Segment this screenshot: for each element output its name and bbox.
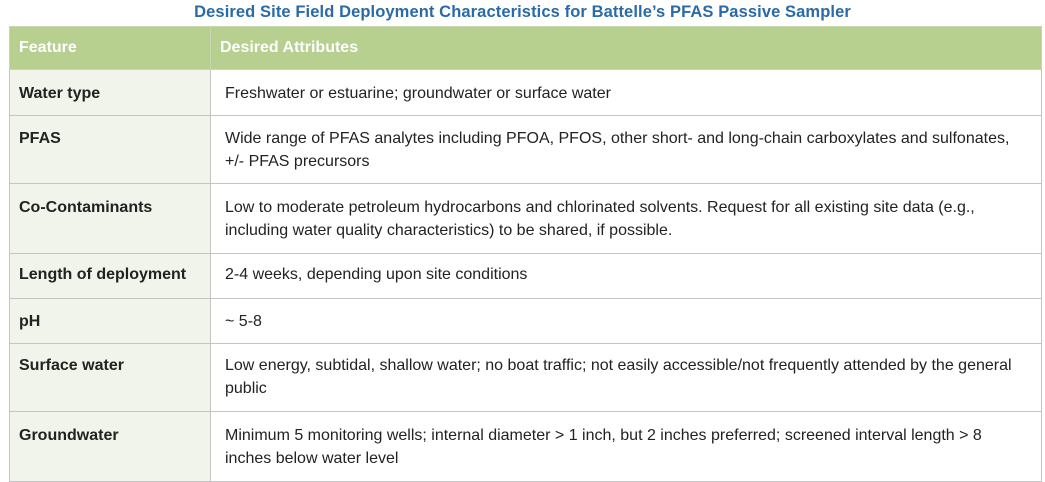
table-row: [10, 412, 1042, 482]
feature-cell: Length of deployment: [10, 254, 211, 299]
table-row: [10, 184, 1042, 254]
attributes-cell: Low energy, subtidal, shallow water; no boat traffic; not easily accessible/not frequently attended by the general public: [211, 344, 1042, 412]
attributes-cell: Wide range of PFAS analytes including PFOA, PFOS, other short- and long-chain carboxylates and sulfonates, +/- PFAS precursors: [211, 116, 1042, 184]
table-header-row: [10, 27, 1042, 70]
table-row: [10, 344, 1042, 412]
deployment-characteristics-table: [9, 26, 1042, 482]
feature-cell: pH: [10, 299, 211, 344]
table-row: [10, 70, 1042, 116]
attributes-cell: Freshwater or estuarine; groundwater or surface water: [211, 70, 1042, 116]
feature-cell: PFAS: [10, 116, 211, 184]
attributes-cell: Minimum 5 monitoring wells; internal diameter > 1 inch, but 2 inches preferred; screened interval length > 8 inches below water level: [211, 412, 1042, 482]
table-row: [10, 299, 1042, 344]
header-desired-attributes: Desired Attributes: [211, 27, 1042, 70]
feature-cell: Water type: [10, 70, 211, 116]
feature-cell: Groundwater: [10, 412, 211, 482]
table-row: [10, 254, 1042, 299]
feature-cell: Surface water: [10, 344, 211, 412]
attributes-cell: Low to moderate petroleum hydrocarbons and chlorinated solvents. Request for all existing site data (e.g., including water quality characteristics) to be shared, if possible.: [211, 184, 1042, 254]
feature-cell: Co-Contaminants: [10, 184, 211, 254]
attributes-cell: 2-4 weeks, depending upon site conditions: [211, 254, 1042, 299]
table-title: Desired Site Field Deployment Characteristics for Battelle’s PFAS Passive Sampler: [194, 3, 851, 21]
table-row: [10, 116, 1042, 184]
header-feature: Feature: [10, 27, 211, 70]
attributes-cell: ~ 5-8: [211, 299, 1042, 344]
